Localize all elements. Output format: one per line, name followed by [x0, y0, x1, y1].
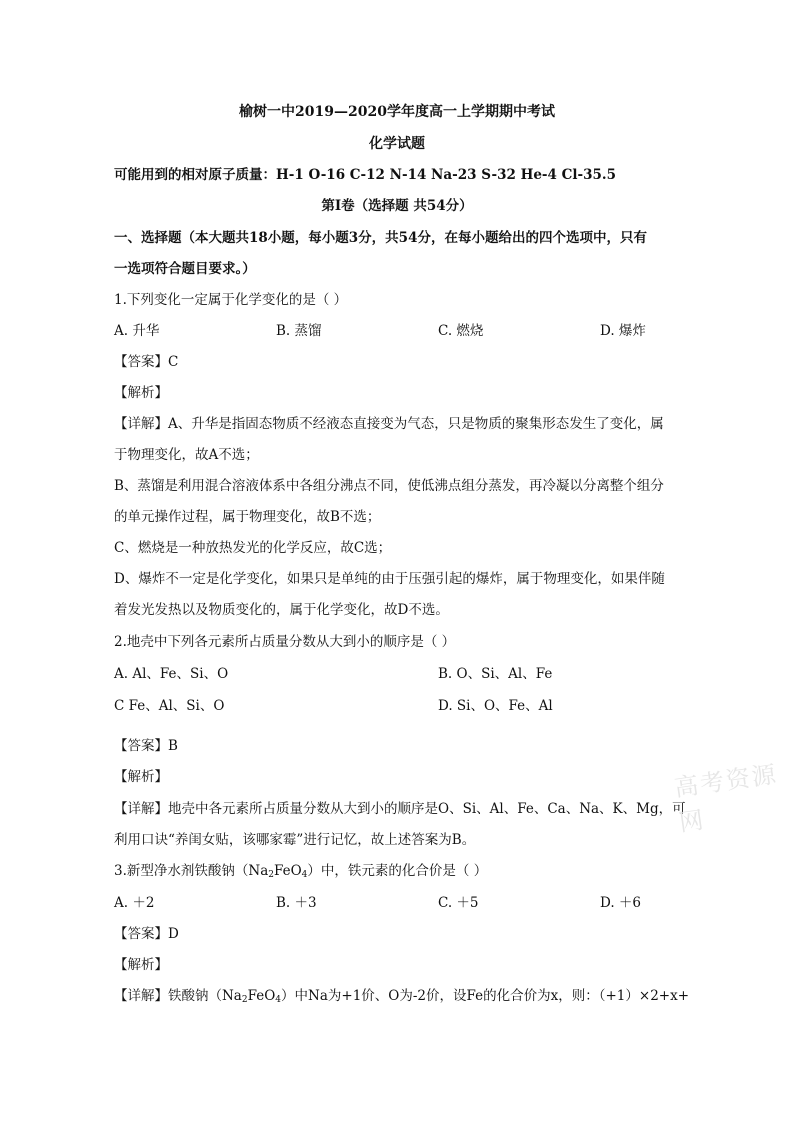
q1-option-d: D. 爆炸 [600, 323, 646, 339]
q1-option-c: C. 燃烧 [438, 323, 484, 339]
q2-option-a: A. Al、Fe、Si、O [114, 666, 229, 682]
q1-option-a: A. 升华 [114, 323, 160, 339]
q3-analysis-label: 【解析】 [114, 957, 168, 973]
watermark: 高考资源网 [672, 760, 780, 837]
section-heading: 第Ⅰ卷（选择题 共54分） [321, 198, 473, 214]
q3-option-d: D. ＋6 [600, 895, 642, 911]
q1-answer: 【答案】C [114, 354, 179, 370]
q2-stem: 2.地壳中下列各元素所占质量分数从大到小的顺序是（ ） [114, 634, 456, 650]
exam-subtitle: 化学试题 [369, 136, 425, 152]
q2-option-b: B. O、Si、Al、Fe [438, 666, 553, 682]
atomic-masses: 可能用到的相对原子质量：H-1 O-16 C-12 N-14 Na-23 S-32 He-4 Cl-35.5 [114, 167, 616, 183]
q1-detail-line: D、爆炸不一定是化学变化，如果只是单纯的由于压强引起的爆炸，属于物理变化，如果伴随 [114, 571, 665, 587]
q3-detail-line: 【详解】铁酸钠$(Na_2FeO_4)$中Na为+1价、O为-2价，设Fe的化合价为x，则：（+1）×2+x+ [114, 988, 690, 1005]
exam-title: 榆树一中2019—2020学年度高一上学期期中考试 [239, 104, 555, 120]
q2-answer: 【答案】B [114, 738, 178, 754]
q1-detail-line: 于物理变化，故A不选； [114, 447, 259, 463]
q2-analysis-label: 【解析】 [114, 769, 168, 785]
q2-detail-line: 【详解】地壳中各元素所占质量分数从大到小的顺序是O、Si、Al、Fe、Ca、Na、K、Mg，可 [114, 801, 686, 817]
q3-option-a: A. ＋2 [114, 895, 155, 911]
q2-option-c: C Fe、Al、Si、O [114, 698, 225, 714]
q1-analysis-label: 【解析】 [114, 385, 168, 401]
q2-detail-line: 利用口诀“养闺女贴，该哪家霉”进行记忆，故上述答案为B。 [114, 832, 476, 848]
q2-option-d: D. Si、O、Fe、Al [438, 698, 553, 714]
q3-answer: 【答案】D [114, 926, 179, 942]
instructions-line-1: 一、选择题（本大题共18小题，每小题3分，共54分，在每小题给出的四个选项中，只有 [114, 230, 647, 246]
q1-detail-line: B、蒸馏是利用混合溶液体系中各组分沸点不同，使低沸点组分蒸发，再冷凝以分离整个组分 [114, 478, 664, 494]
q3-stem: 3.新型净水剂铁酸钠$(Na_2FeO_4)$中，铁元素的化合价是（ ） [114, 863, 488, 880]
instructions-line-2: 一选项符合题目要求。） [114, 261, 256, 277]
q1-stem: 1.下列变化一定属于化学变化的是（ ） [114, 292, 348, 308]
q3-option-b: B. ＋3 [276, 895, 317, 911]
q1-detail-line: 【详解】A、升华是指固态物质不经液态直接变为气态，只是物质的聚集形态发生了变化，属 [114, 416, 664, 432]
q1-detail-line: C、燃烧是一种放热发光的化学反应，故C选； [114, 540, 392, 556]
q1-option-b: B. 蒸馏 [276, 323, 322, 339]
q1-detail-line: 着发光发热以及物质变化的，属于化学变化，故D不选。 [114, 602, 449, 618]
q1-detail-line: 的单元操作过程，属于物理变化，故B不选； [114, 509, 381, 525]
q3-option-c: C. ＋5 [438, 895, 479, 911]
